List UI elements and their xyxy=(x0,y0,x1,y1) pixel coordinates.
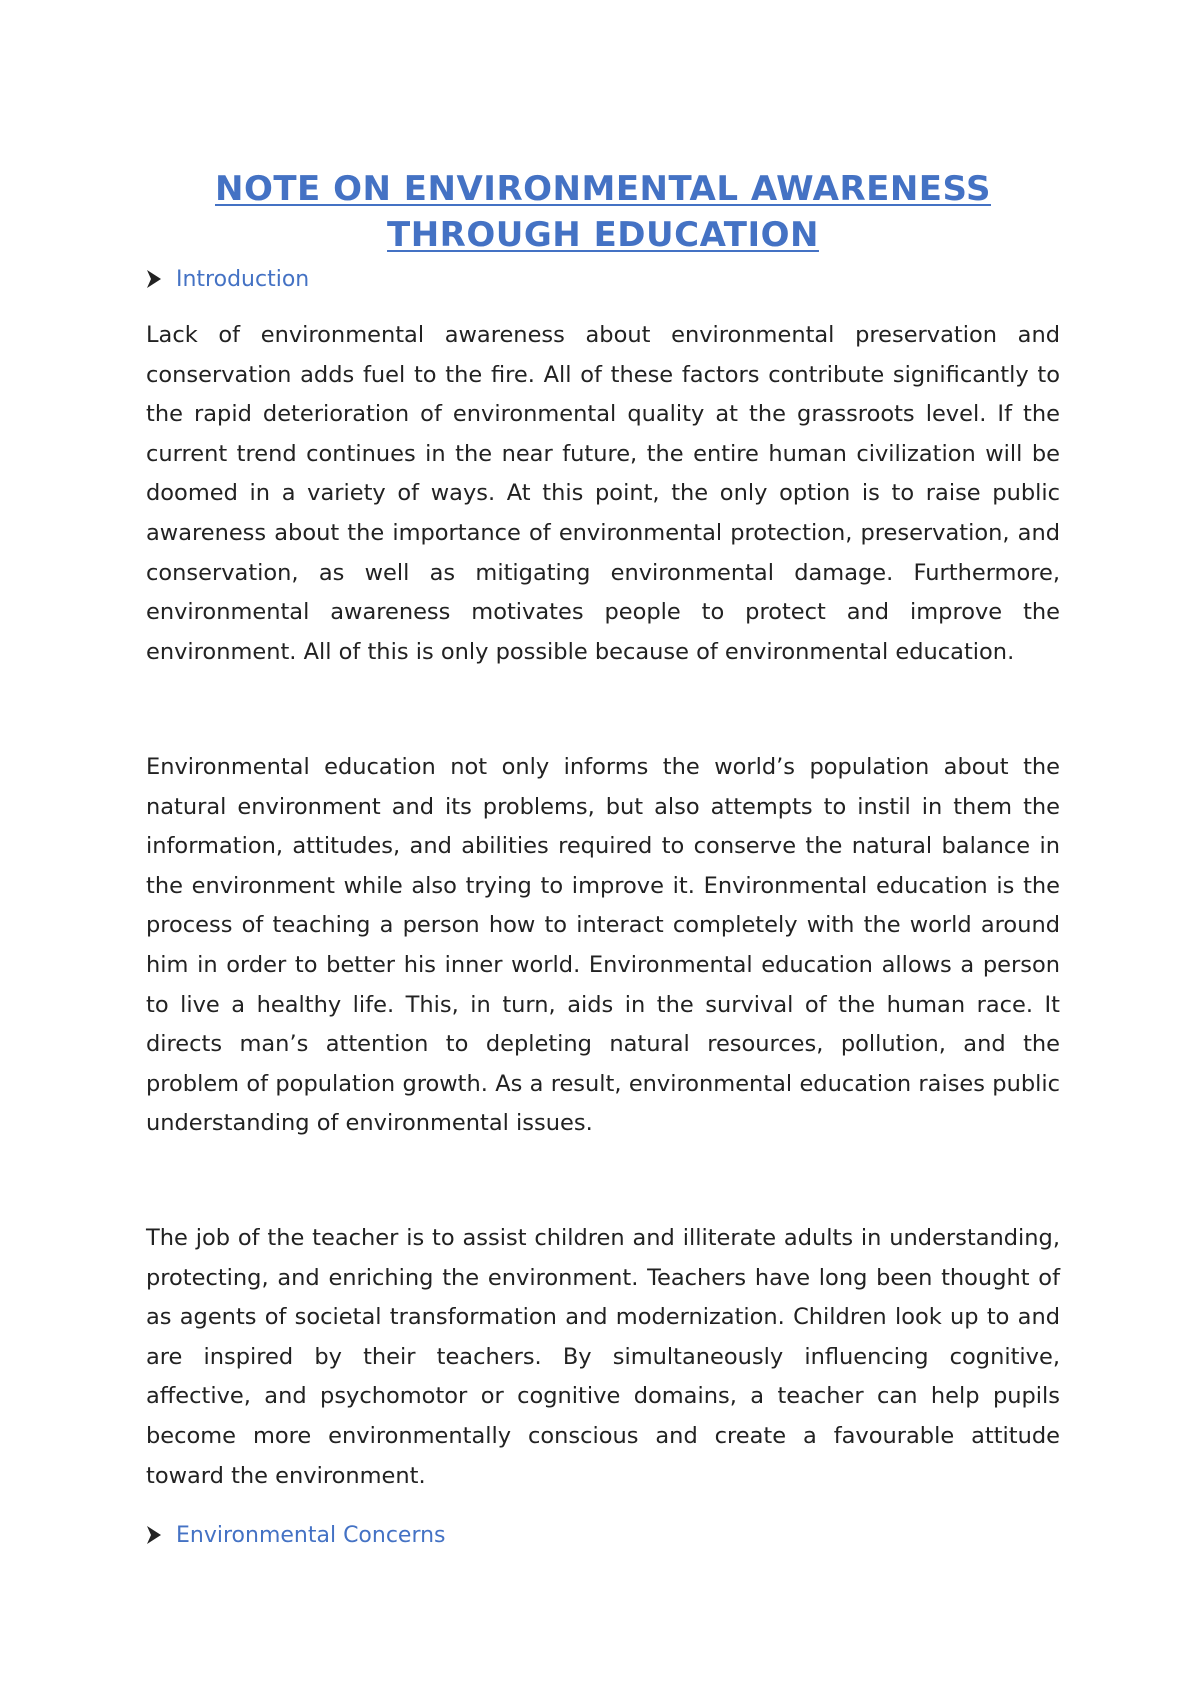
heading-environmental-concerns-label: Environmental Concerns xyxy=(176,1523,446,1548)
arrow-bullet-icon xyxy=(146,1525,162,1545)
paragraph-3: The job of the teacher is to assist children and illiterate adults in understanding, protecting, and enriching the environment. Teachers have long been thought of as agents of societal transformation and modernization. Children look up to and are inspired by their teachers. By simultaneously influencing cognitive, affective, and psychomotor or cognitive domains, a teacher can help pupils become more environmentally conscious and create a favourable attitude toward the environment. xyxy=(146,1225,1060,1489)
arrow-bullet-icon xyxy=(146,269,162,289)
heading-introduction xyxy=(146,265,309,295)
paragraph-1: Lack of environmental awareness about environmental preservation and conservation adds fuel to the fire. All of these factors contribute significantly to the rapid deterioration of environmental quality at the grassroots level. If the current trend continues in the near future, the entire human civilization will be doomed in a variety of ways. At this point, the only option is to raise public awareness about the importance of environmental protection, preservation, and conservation, as well as mitigating environmental damage. Furthermore, environmental awareness motivates people to protect and improve the environment. All of this is only possible because of environmental education. xyxy=(146,322,1060,665)
heading-environmental-concerns xyxy=(146,1521,446,1551)
paragraph-2: Environmental education not only informs the world’s population about the natural environment and its problems, but also attempts to instil in them the information, attitudes, and abilities required to conserve the natural balance in the environment while also trying to improve it. Environmental education is the process of teaching a person how to interact completely with the world around him in order to better his inner world. Environmental education allows a person to live a healthy life. This, in turn, aids in the survival of the human race. It directs man’s attention to depleting natural resources, pollution, and the problem of population growth. As a result, environmental education raises public understanding of environmental issues. xyxy=(146,754,1060,1137)
document-title xyxy=(146,166,1060,258)
title-line-2: THROUGH EDUCATION xyxy=(387,215,819,255)
title-line-1: NOTE ON ENVIRONMENTAL AWARENESS xyxy=(215,169,991,209)
heading-introduction-label: Introduction xyxy=(176,267,310,292)
